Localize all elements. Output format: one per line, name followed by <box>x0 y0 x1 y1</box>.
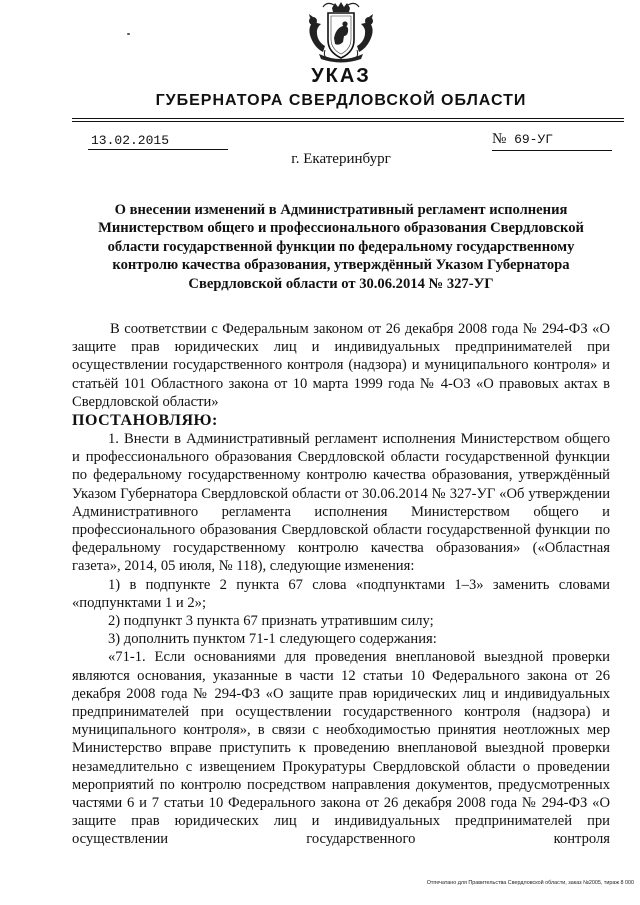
document-number <box>492 130 612 151</box>
number-sign: № <box>492 131 507 147</box>
subitem-2-paragraph: 2) подпункт 3 пункта 67 признать утратившим силу; <box>108 613 434 630</box>
coat-of-arms-emblem <box>301 2 381 64</box>
header-rule-thin <box>72 121 624 122</box>
document-date: 13.02.2015 <box>88 132 228 150</box>
print-footer: Отпечатано для Правительства Свердловской области, заказ №2005, тираж 8 000 <box>426 880 634 886</box>
scan-speck <box>127 33 130 35</box>
subitem-1-paragraph: 1) в подпункте 2 пункта 67 слова «подпунктами 1–3» заменить словами «подпунктами 1 и 2»; <box>72 576 610 611</box>
subitem-3-paragraph: 3) дополнить пунктом 71-1 следующего содержания: <box>108 631 437 648</box>
issuer-title: ГУБЕРНАТОРА СВЕРДЛОВСКОЙ ОБЛАСТИ <box>155 92 527 109</box>
number-value: 69-УГ <box>514 132 554 147</box>
decree-word: ПОСТАНОВЛЯЮ: <box>72 412 218 430</box>
document-type-title: УКАЗ <box>311 65 371 87</box>
item-1-paragraph: 1. Внести в Административный регламент исполнения Министерством общего и профессионального образования Свердловской области государственной функции по федеральному государственному контролю качества образования, утверждённый Указом Губернатора Свердловской области от 30.06.2014 № 327-УГ «Об утверждении Административного регламента исполнения Министерством общего и профессионального образования Свердловской области государственной функции по федеральному государственному контролю качества образования» («Областная газета», 2014, 05 июля, № 118), следующие изменения: <box>72 431 610 575</box>
preamble-paragraph: В соответствии с Федеральным законом от 26 декабря 2008 года № 294-ФЗ «О защите прав юридических лиц и индивидуальных предпринимателей при осуществлении государственного контроля (надзора) и муниципального контроля» и статьёй 101 Областного закона от 10 марта 1999 года № 4-ОЗ «О правовых актах в Свердловской области» <box>72 321 610 410</box>
header-rule-thick <box>72 118 624 119</box>
document-body <box>72 320 610 849</box>
document-heading: О внесении изменений в Административный регламент исполнения Министерством общего и профессионального образования Свердловской области государственной функции по федеральному государственному контролю качества образования, утверждённый Указом Губернатора Свердловской области от 30.06.2014 № 327-УГ <box>98 202 584 292</box>
quoted-clause-paragraph: «71-1. Если основаниями для проведения внеплановой выездной проверки являются основания, указанные в части 12 статьи 10 Федерального закона от 26 декабря 2008 года № 294-ФЗ «О защите прав юридических лиц и индивидуальных предпринимателей при осуществлении государственного контроля (надзора) и муниципального контроля», в связи с необходимостью принятия неотложных мер Министерство вправе приступить к проведению внеплановой выездной проверки незамедлительно с извещением Прокуратуры Свердловской области о проведении мероприятий по контролю посредством направления документов, предусмотренных частями 6 и 7 статьи 10 Федерального закона от 26 декабря 2008 года № 294-ФЗ «О защите прав юридических лиц и индивидуальных предпринимателей при осуществлении государственного контроля <box>72 649 610 848</box>
city-line: г. Екатеринбург <box>291 151 391 167</box>
